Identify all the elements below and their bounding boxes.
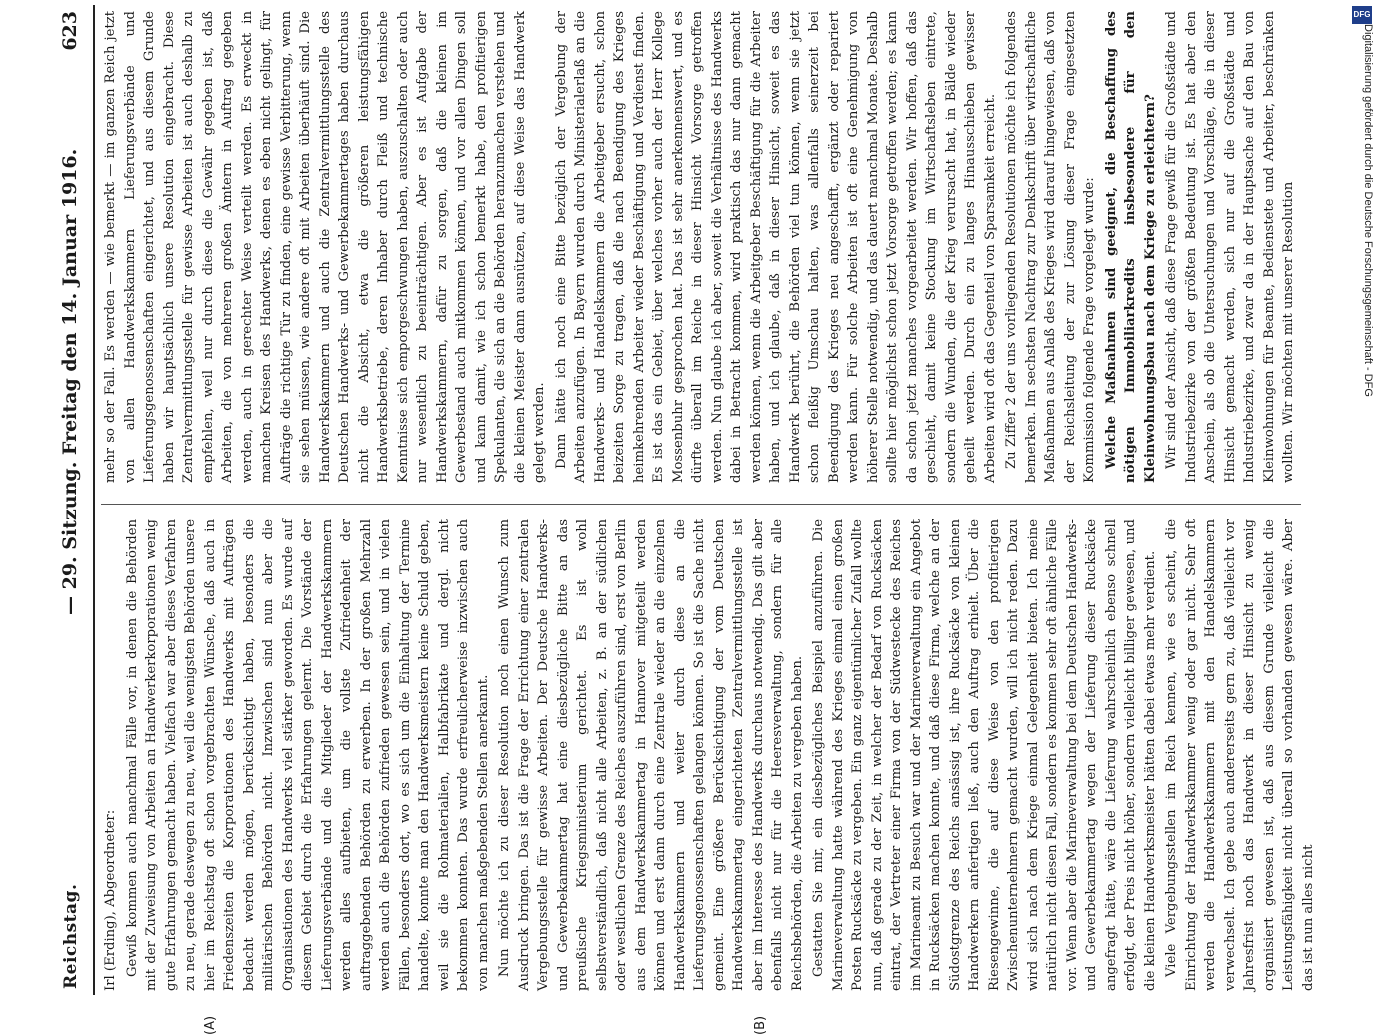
left-column	[101, 519, 1316, 991]
header-title: Reichstag.	[61, 883, 81, 989]
column-divider	[101, 504, 1301, 505]
margin-marker-a: (A)	[203, 1015, 218, 1035]
dfg-logo: DFG	[1352, 6, 1372, 24]
paragraph: Zu Ziffer 2 der uns vorliegenden Resolutionen möchte ich folgendes bemerken. Im sechsten Nachtrag zur Denkschrift über wirtschaftliche Maßnahmen aus Anlaß des Krieges wird darauf hingewiesen, daß von der Reichsleitung der zur Lösung dieser Frage eingesetzten Kommission folgende Frage vorgelegt wurde:	[1004, 11, 1097, 483]
paragraph: Dann hätte ich noch eine Bitte bezüglich der Vergebung der Arbeiten anzufügen. In Bayern wurden durch Ministerialerlaß an die Handwerks- und Handelskammern die Arbeitgeber ersucht, schon beizeiten Sorge zu tragen, daß die nach Beendigung des Krieges heimkehrenden Arbeiter wieder Beschäftigung und Verdienst finden. Es ist das ein Gebiet, über welches vorher auch der Herr Kollege Mossenbuhr gesprochen hat. Das ist sehr anerkennenswert, und es dürfte überall im Reiche in dieser Hinsicht Vorsorge getroffen werden. Nun glaube ich aber, soweit die Verhältnisse des Handwerks dabei in Betracht kommen, wird praktisch das nur dann gemacht werden können, wenn die Arbeitgeber Beschäftigung für die Arbeiter haben, und ich glaube, daß in dieser Hinsicht, soweit es das Handwerk berührt, die Behörden viel tun können, wenn sie jetzt schon fleißig Umschau halten, was allenfalls seinerzeit bei Beendigung des Krieges neu angeschafft, ergänzt oder repariert werden kann. Für solche Arbeiten ist oft eine Genehmigung von höherer Stelle notwendig, und das dauert manchmal Monate. Deshalb sollte hier möglichst schon jetzt Vorsorge getroffen werden; es kann da schon jetzt manches vorgearbeitet werden. Wir hoffen, daß das geschieht, damit keine Stockung im Wirtschaftsleben eintrete, sondern die Wunden, die der Krieg verursacht hat, in Bälde wieder geheilt werden. Durch ein zu langes Hinausschieben gewisser Arbeiten wird oft das Gegenteil von Sparsamkeit erreicht.	[553, 11, 998, 483]
speaker-line	[101, 519, 121, 991]
page-header	[53, 5, 95, 995]
quoted-question: Welche Maßnahmen sind geeignet, die Beschaffung des nötigen Immobiliarkredits insbesondere für den Kleinwohnungsbau nach dem Kriege zu erleichtern?	[1103, 11, 1158, 483]
paragraph: Nun möchte ich zu dieser Resolution noch einen Wunsch zum Ausdruck bringen. Das ist die Frage der Errichtung einer zentralen Vergebungsstelle für gewisse Arbeiten. Der Deutsche Handwerks- und Gewerbekammertag hat eine diesbezügliche Bitte an das preußische Kriegsministerium gerichtet. Es ist wohl selbstverständlich, daß nicht alle Arbeiten, z. B. an der südlichen oder westlichen Grenze des Reiches auszuführen sind, erst von Berlin aus dem Handwerkskammertag in Hannover mitgeteilt werden können und erst dann durch eine Zentrale wieder an die einzelnen Handwerkskammern und weiter durch diese an die Lieferungsgenossenschaften gelangen können. So ist die Sache nicht gemeint. Eine größere Berücksichtigung der vom Deutschen Handwerkskammertag eingerichteten Zentralvermittlungsstelle ist aber im Interesse des Handwerks durchaus notwendig. Das gilt aber ebenfalls nicht nur für die Heeresverwaltung, sondern für alle Reichsbehörden, die Arbeiten zu vergeben haben.	[497, 519, 805, 991]
right-column	[101, 11, 1301, 483]
page-number: 623	[59, 11, 81, 51]
paragraph: Gestatten Sie mir, ein diesbezügliches Beispiel anzuführen. Die Marineverwaltung hatte während des Krieges einmal einen großen Posten Rucksäcke zu vergeben. Ein ganz eigentümlicher Zufall wollte nun, daß gerade zu der Zeit, in welcher der Bedarf von Rucksäcken eintrat, der Vertreter einer Firma von der Südwestecke des Reiches im Marineamt zu Besuch war und der Marineverwaltung ein Angebot in Rucksäcken machen konnte, und daß diese Firma, welche an der Südostgrenze des Reichs ansässig ist, ihre Rucksäcke von kleinen Handwerkern anfertigen ließ, auch den Auftrag erhielt. Über die Riesengewinne, die auf diese Weise von den profitierigen Zwischenunternehmern gemacht wurden, will ich nicht reden. Dazu wird sich nach dem Kriege einmal Gelegenheit bieten. Ich meine natürlich nicht diesen Fall, sondern es kommen sehr oft ähnliche Fälle vor. Wenn aber die Marineverwaltung bei dem Deutschen Handwerks- und Gewerbekammertag wegen der Lieferung dieser Rucksäcke angefragt hätte, wäre die Lieferung wahrscheinlich ebenso schnell erfolgt, der Preis nicht höher, sondern vielleicht billiger gewesen, und die kleinen Handwerksmeister hätten dabei etwas mehr verdient.	[811, 519, 1158, 991]
header-session-date: — 29. Sitzung. Freitag den 14. Januar 1916.	[59, 148, 81, 615]
paragraph: Viele Vergebungsstellen im Reich kennen, wie es scheint, die Einrichtung der Handwerkskammer wenig oder gar nicht. Sehr oft werden die Handwerkskammern mit den Handelskammern verwechselt. Ich gebe auch andererseits gern zu, daß vielleicht vor Jahresfrist noch das Handwerk in dieser Hinsicht zu wenig organisiert gewesen ist, daß aus diesem Grunde vielleicht die Leistungsfähigkeit nicht überall so vorhanden gewesen wäre. Aber das ist nun alles nicht	[1164, 519, 1316, 991]
paragraph: mehr so der Fall. Es werden — wie bemerkt — im ganzen Reich jetzt von allen Handwerkskammern Lieferungsverbände und Lieferungsgenossenschaften eingerichtet, und aus diesem Grunde haben wir hauptsächlich unsere Resolution eingebracht. Diese Zentralvermittlungsstelle für gewisse Arbeiten ist auch deshalb zu empfehlen, weil nur durch diese die Gewähr gegeben ist, daß Arbeiten, die von mehreren großen Ämtern in Auftrag gegeben werden, auch in gerechter Weise verteilt werden. Es erweckt in manchen Kreisen des Handwerks, denen es eben nicht gelingt, für Aufträge die richtige Tür zu finden, eine gewisse Verbitterung, wenn sie sehen müssen, wie andere oft mit Arbeiten überhäuft sind. Die Handwerkskammern und auch die Zentralvermittlungsstelle des Deutschen Handwerks- und Gewerbekammertages haben durchaus nicht die Absicht, etwa die größeren leistungsfähigen Handwerksbetriebe, deren Inhaber durch Fleiß und technische Kenntnisse sich emporgeschwungen haben, auszuschalten oder auch nur wesentlich zu beeinträchtigen. Aber es ist Aufgabe der Handwerkskammern, dafür zu sorgen, daß die kleinen im Gewerbestand auch mitkommen können, und vor allen Dingen soll und kann damit, wie ich schon bemerkt habe, den profitierigen Spekulanten, die sich an die Behörden heranzumachen verstehen und die kleinen Meister dann ausnützen, auf diese Weise das Handwerk gelegt werden.	[103, 11, 547, 483]
paragraph: Gewiß kommen auch manchmal Fälle vor, in denen die Behörden mit der Zuweisung von Arbeiten an Handwerkerkorporationen wenig gute Erfahrungen gemacht haben. Vielfach war aber dieses Verfahren zu neu, gerade deswegen zu neu, weil die wenigsten Behörden unsere hier im Reichstag oft schon vorgebrachten Wünsche, daß auch in Friedenszeiten die Korporationen des Handwerks mit Aufträgen bedacht werden mögen, berücksichtigt haben, besonders die militärischen Behörden nicht. Inzwischen sind nun aber die Organisationen des Handwerks viel stärker geworden. Es wurde auf diesem Gebiet durch die Erfahrungen gelernt. Die Vorstände der Lieferungsverbände und die Mitglieder der Handwerkskammern werden alles aufbieten, um die vollste Zufriedenheit der auftraggebenden Behörden zu erwerben. In der großen Mehrzahl werden auch die Behörden zufrieden gewesen sein, und in vielen Fällen, besonders dort, wo es sich um die Einhaltung der Termine handelte, konnte man den Handwerksmeistern keine Schuld geben, weil sie die Rohmaterialien, Halbfabrikate und dergl. nicht bekommen konnten. Das wurde erfreulicherweise inzwischen auch von manchen maßgebenden Stellen anerkannt.	[124, 519, 491, 991]
rotated-page-content	[53, 5, 1343, 1035]
speaker-name: Irl (Erding), Abgeordneter:	[103, 809, 118, 991]
margin-marker-b: (B)	[753, 1015, 768, 1035]
digitization-attribution: Digitalisierung gefördert durch die Deutsche Forschungsgemeinschaft - DFG	[1362, 24, 1374, 397]
paragraph: Wir sind der Ansicht, daß diese Frage gewiß für die Großstädte und Industriebezirke von der größten Bedeutung ist. Es hat aber den Anschein, als ob die Untersuchungen und Vorschläge, die in dieser Hinsicht gemacht werden, sich nur auf die Großstädte und Industriebezirke, und zwar da in der Hauptsache auf den Bau von Kleinwohnungen für Beamte, Bedienstete und Arbeiter, beschränken wollten. Wir möchten mit unserer Resolution	[1164, 11, 1296, 483]
